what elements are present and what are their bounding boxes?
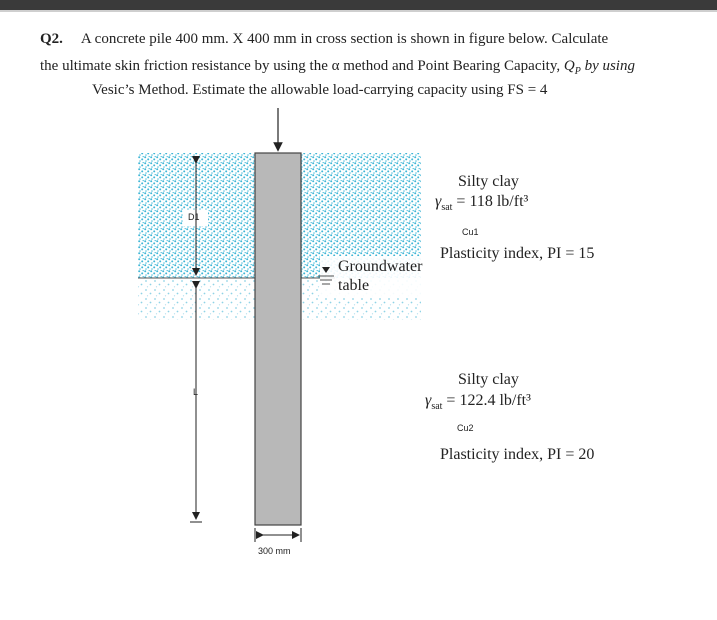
layer1-pi: Plasticity index, PI = 15	[440, 245, 595, 262]
layer2-gamma-symbol: γ	[425, 392, 432, 409]
qp-symbol: Q	[563, 58, 575, 74]
l-label: L	[193, 387, 199, 397]
groundwater-label: Groundwater	[338, 258, 423, 275]
layer1-gamma	[435, 193, 528, 213]
layer2-gamma-value: = 122.4 lb/ft³	[442, 392, 531, 409]
width-label: 300 mm	[258, 546, 291, 556]
layer2-gamma	[425, 392, 531, 412]
layer1-name: Silty clay	[458, 173, 519, 190]
layer1-cu: Cu1	[462, 227, 479, 237]
question-text-2a: the ultimate skin friction resistance by using the α method and Point Bearing Capacity,	[40, 58, 564, 74]
layer2-cu: Cu2	[457, 423, 474, 433]
question-text-3: Vesic’s Method. Estimate the allowable load-carrying capacity using FS = 4	[92, 82, 548, 98]
pile	[255, 153, 301, 525]
layer1-gamma-symbol: γ	[435, 193, 442, 210]
layer1-gamma-sub: sat	[441, 202, 453, 214]
groundwater-table-label: table	[338, 277, 370, 294]
layer2-gamma-sub: sat	[431, 401, 443, 413]
layer2-name: Silty clay	[458, 371, 519, 388]
layer1-gamma-value: = 118 lb/ft³	[452, 193, 529, 210]
question-text-2b: by using	[580, 58, 635, 74]
layer2-pi: Plasticity index, PI = 20	[440, 446, 595, 463]
question-text-1: A concrete pile 400 mm. X 400 mm in cross section is shown in figure below. Calculate	[80, 31, 609, 47]
qp-subscript: P	[574, 66, 581, 77]
question-number: Q2.	[40, 31, 63, 47]
d1-label: D1	[188, 212, 200, 222]
